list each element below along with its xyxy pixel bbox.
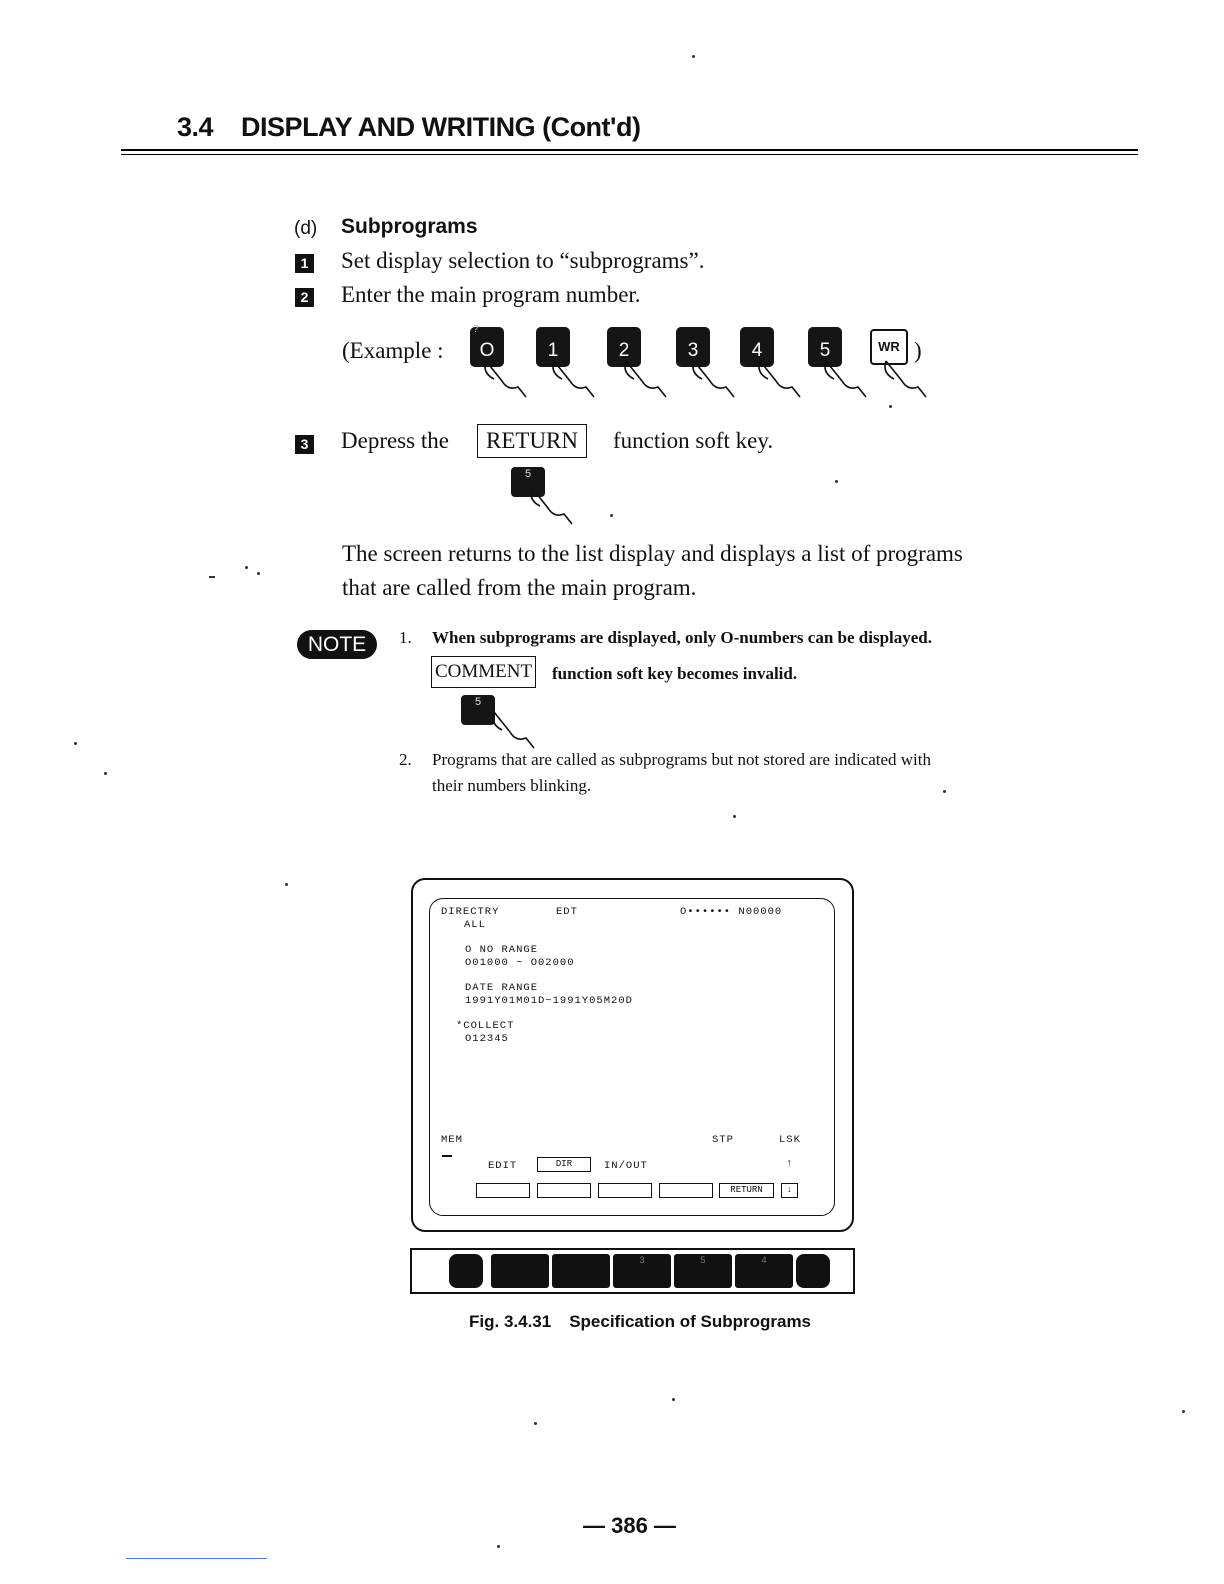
screen-cursor (442, 1155, 452, 1157)
note-badge: NOTE (297, 630, 377, 659)
subsection-title: Subprograms (341, 215, 478, 238)
speck (497, 1545, 500, 1548)
screen-scope: ALL (464, 919, 486, 931)
screen-status-stp: STP (712, 1134, 734, 1146)
speck (835, 480, 838, 483)
screen-ono-range-value: O01000 ~ O02000 (465, 957, 575, 969)
step-2-text: Enter the main program number. (341, 282, 641, 307)
pressing-finger-icon (756, 357, 802, 403)
note-2-line-2: their numbers blinking. (432, 776, 592, 795)
screen-softkey-4 (659, 1183, 713, 1198)
screen-menu-dir: DIR (537, 1157, 591, 1172)
pressing-finger-icon (528, 484, 574, 530)
section-number: 3.4 (177, 112, 214, 142)
speck (285, 883, 288, 886)
key-2: 2 (607, 327, 641, 367)
page-number: — 386 — (583, 1513, 676, 1538)
panel-key-2[interactable] (552, 1254, 610, 1288)
screen-status-lsk: LSK (779, 1134, 801, 1146)
speck (104, 772, 107, 775)
figure-number: Fig. 3.4.31 (469, 1312, 552, 1331)
speck (209, 576, 215, 578)
speck (692, 55, 695, 58)
paragraph-line-2: that are called from the main program. (342, 575, 697, 600)
panel-key-1[interactable] (491, 1254, 549, 1288)
section-heading (177, 112, 640, 143)
speck (672, 1398, 675, 1401)
example-suffix: ) (914, 338, 922, 363)
screen-softkey-3 (598, 1183, 652, 1198)
panel-key-4[interactable]: 5 (674, 1254, 732, 1288)
pressing-finger-icon (690, 357, 736, 403)
step-2-marker: 2 (295, 288, 314, 307)
key-o: ? O (470, 327, 504, 367)
footer-rule (126, 1558, 267, 1559)
return-key-label: RETURN (477, 424, 587, 458)
note-1-text: When subprograms are displayed, only O-numbers can be displayed. (432, 628, 933, 647)
screen-ono-range-label: O NO RANGE (465, 944, 539, 956)
step-3-text-after: function soft key. (613, 428, 774, 453)
screen-date-range-label: DATE RANGE (465, 982, 539, 994)
pressing-finger-icon (490, 708, 536, 754)
header-rule-top (121, 149, 1138, 151)
screen-program-number: O•••••• N00000 (680, 906, 783, 918)
speck (889, 405, 892, 408)
key-3: 3 (676, 327, 710, 367)
screen-menu-edit: EDIT (488, 1160, 518, 1172)
screen-title: DIRECTRY (441, 906, 500, 918)
screen-date-range-value: 1991Y01M01D~1991Y05M20D (465, 995, 633, 1007)
note-1-after: function soft key becomes invalid. (552, 664, 798, 683)
comment-key-label: COMMENT (431, 656, 536, 688)
screen-menu-arrow: ↑ (786, 1158, 794, 1170)
step-3-marker: 3 (295, 435, 314, 454)
return-softkey: 5 (511, 467, 545, 497)
screen-menu-inout: IN/OUT (604, 1160, 648, 1172)
step-1-text: Set display selection to “subprograms”. (341, 248, 705, 273)
note-2-line-1: Programs that are called as subprograms but not stored are indicated with (432, 750, 931, 769)
pressing-finger-icon (622, 357, 668, 403)
speck (74, 742, 77, 745)
screen-mode: EDT (556, 906, 578, 918)
screen-softkey-return: RETURN (719, 1183, 774, 1198)
pressing-finger-icon (550, 357, 596, 403)
pressing-finger-icon (822, 357, 868, 403)
key-1: 1 (536, 327, 570, 367)
step-1-marker: 1 (295, 254, 314, 273)
speck (943, 790, 946, 793)
panel-key-left[interactable] (449, 1254, 483, 1288)
figure-title: Specification of Subprograms (569, 1312, 812, 1331)
header-rule-bottom (121, 154, 1138, 155)
screen-softkey-2 (537, 1183, 591, 1198)
speck (245, 566, 248, 569)
screen-status-mem: MEM (441, 1134, 463, 1146)
screen-collect-label: *COLLECT (456, 1020, 515, 1032)
paragraph-line-1: The screen returns to the list display and displays a list of programs (342, 541, 963, 566)
panel-key-5[interactable]: 4 (735, 1254, 793, 1288)
screen-softkey-1 (476, 1183, 530, 1198)
key-wr: WR (870, 329, 908, 365)
note-2-number: 2. (399, 750, 412, 769)
figure-caption (469, 1312, 811, 1332)
panel-key-3[interactable]: 3 (613, 1254, 671, 1288)
speck (257, 572, 260, 575)
key-5: 5 (808, 327, 842, 367)
section-title: DISPLAY AND WRITING (Cont'd) (241, 112, 641, 142)
example-prefix: (Example : (342, 338, 444, 363)
screen-collect-value: O12345 (465, 1033, 509, 1045)
note-1-number: 1. (399, 628, 412, 647)
speck (1182, 1410, 1185, 1413)
pressing-finger-icon (482, 357, 528, 403)
comment-softkey: 5 (461, 695, 495, 725)
speck (610, 514, 613, 517)
panel-key-right[interactable] (796, 1254, 830, 1288)
speck (733, 815, 736, 818)
step-3-text-before: Depress the (341, 428, 449, 453)
speck (534, 1422, 537, 1425)
screen-softkey-next: ↓ (781, 1183, 798, 1198)
key-4: 4 (740, 327, 774, 367)
subsection-label: (d) (294, 218, 318, 239)
